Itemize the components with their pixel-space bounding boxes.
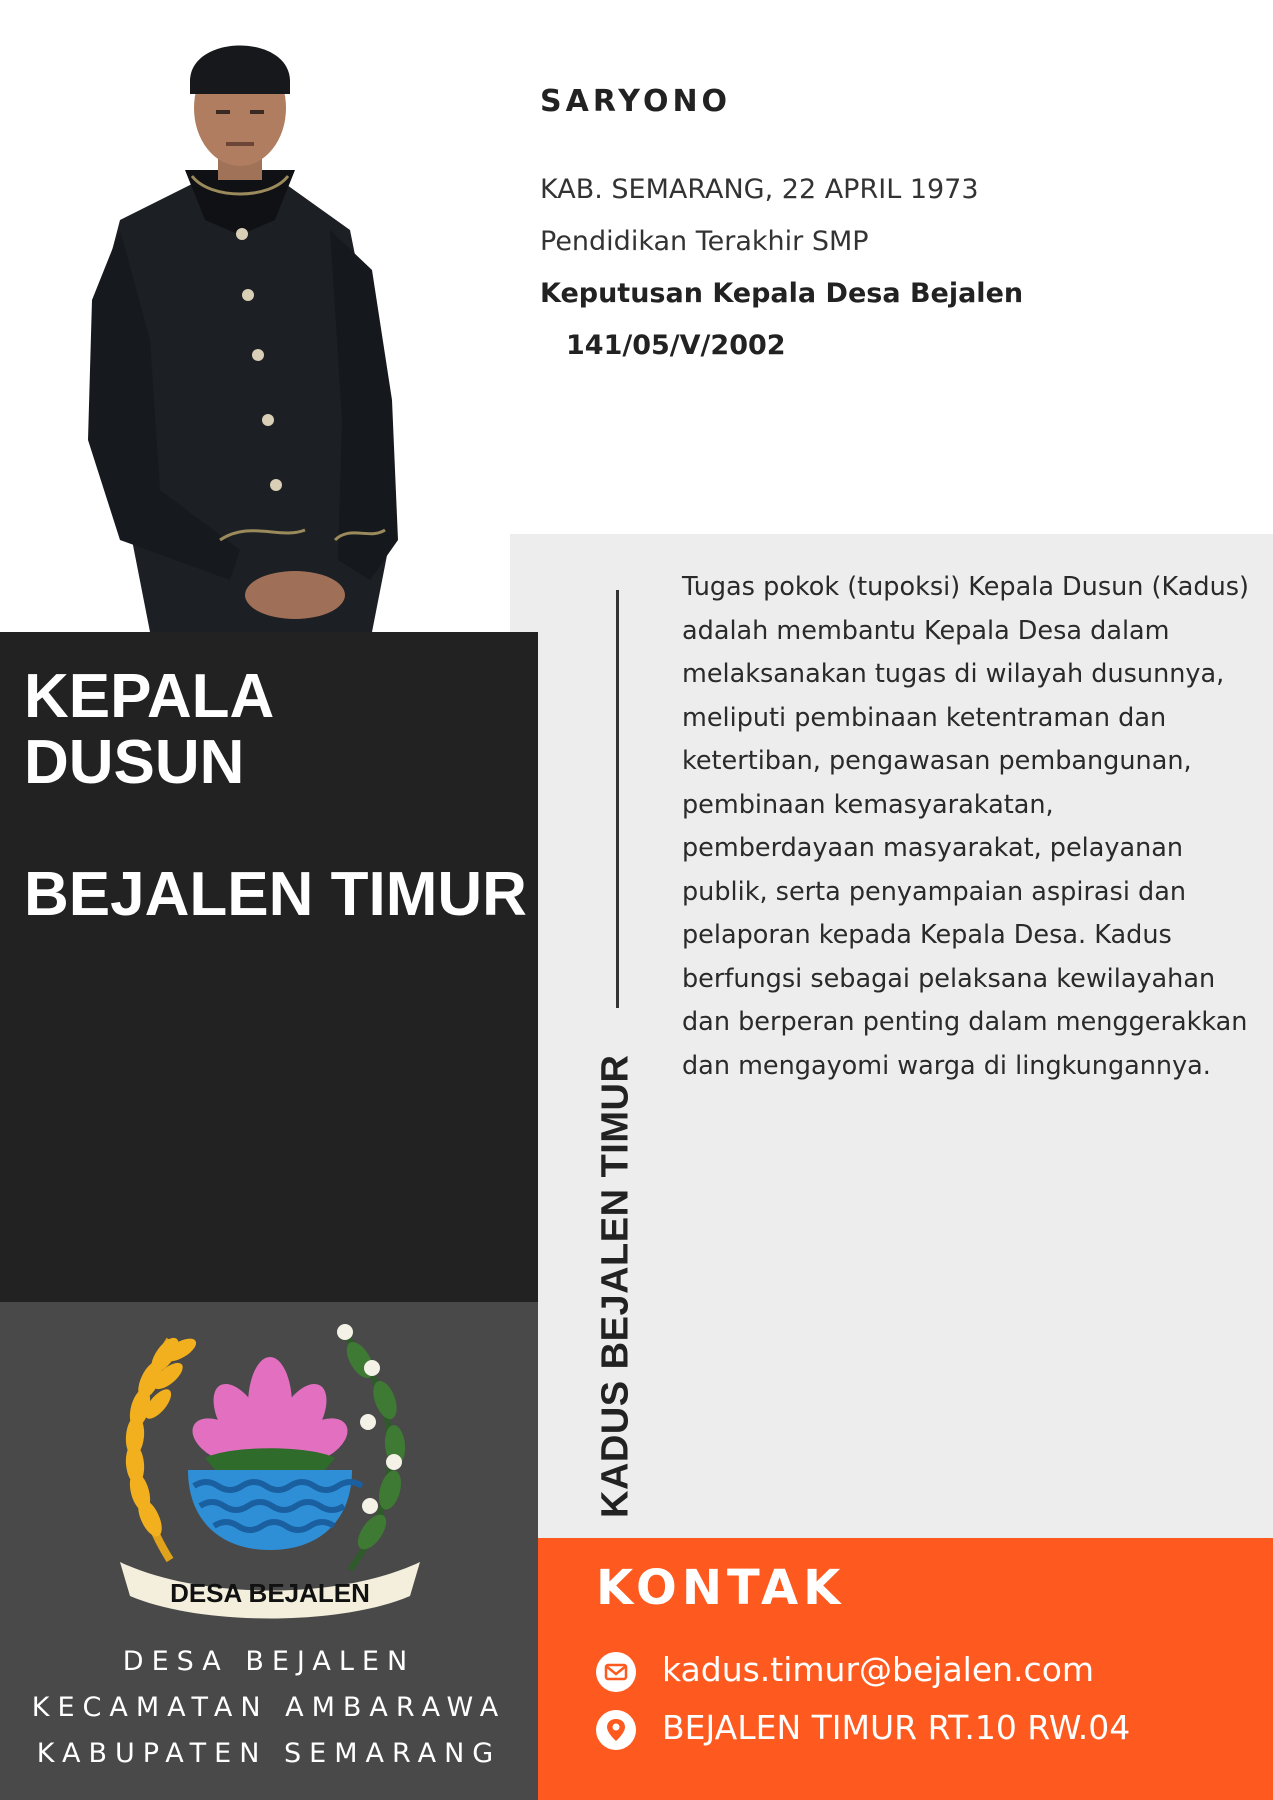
desa-bejalen-emblem — [110, 1310, 430, 1620]
contact-email-link[interactable]: kadus.timur@bejalen.com — [662, 1650, 1095, 1689]
address-line1: DESA BEJALEN — [122, 1646, 416, 1677]
contact-location: BEJALEN TIMUR RT.10 RW.04 — [662, 1708, 1131, 1747]
contact-title: KONTAK — [596, 1560, 846, 1616]
role-title-line2: DUSUN — [24, 728, 245, 797]
person-name: SARYONO — [540, 84, 732, 119]
education-info: Pendidikan Terakhir SMP — [540, 226, 869, 257]
role-description: Tugas pokok (tupoksi) Kepala Dusun (Kadus) adalah membantu Kepala Desa dalam melaksanakan tugas di wilayah dusunnya, meliputi pembinaan ketentraman dan ketertiban, pengawasan pembangunan, pembinaan kemasyarakatan, pemberdayaan masyarakat, pelayanan publik, serta penyampaian aspirasi dan pelaporan kepada Kepala Desa. Kadus berfungsi sebagai pelaksana kewilayahan dan berperan penting dalam menggerakkan dan mengayomi warga di lingkungannya. — [682, 572, 1249, 1081]
emblem-banner-text: DESA BEJALEN — [170, 1578, 370, 1608]
mail-icon — [596, 1652, 636, 1692]
address-line2: KECAMATAN AMBARAWA — [31, 1692, 507, 1723]
decree-title: Keputusan Kepala Desa Bejalen — [540, 278, 1024, 309]
birth-info: KAB. SEMARANG, 22 APRIL 1973 — [540, 174, 979, 205]
decree-number: 141/05/V/2002 — [566, 330, 786, 361]
role-title-line3: BEJALEN TIMUR — [24, 860, 527, 929]
address-line3: KABUPATEN SEMARANG — [36, 1738, 502, 1769]
location-pin-icon — [596, 1710, 636, 1750]
vertical-divider — [616, 590, 619, 1008]
vertical-role-label: KADUS BEJALEN TIMUR — [594, 1054, 637, 1518]
portrait-photo — [80, 20, 400, 632]
role-title-line1: KEPALA — [24, 662, 275, 731]
